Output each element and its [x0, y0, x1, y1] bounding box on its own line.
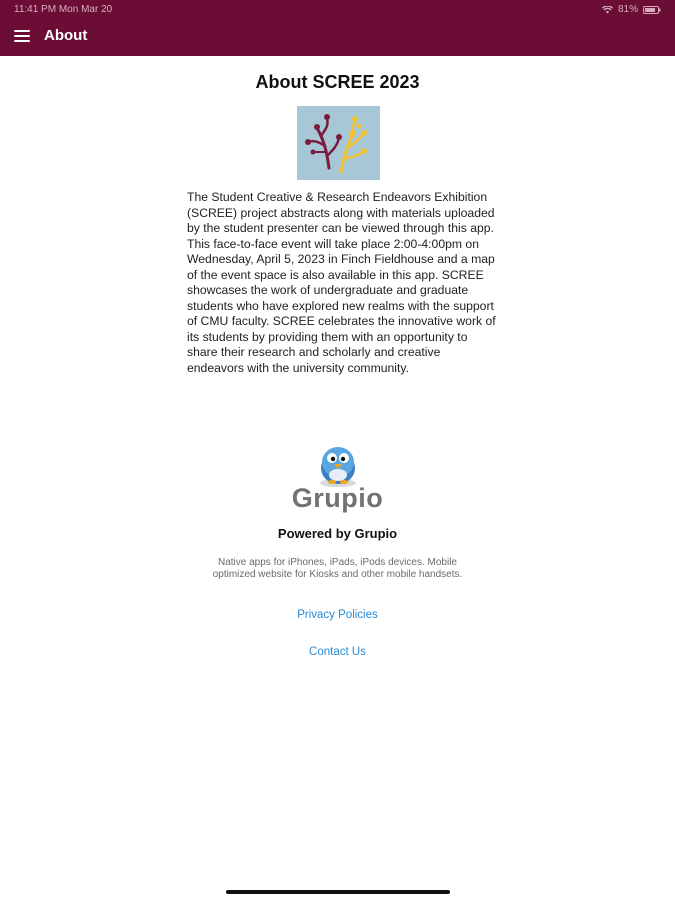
wifi-icon — [602, 6, 613, 14]
status-time: 11:41 PM — [14, 4, 57, 15]
grupio-mascot — [310, 438, 366, 488]
nav-title: About — [44, 27, 88, 44]
grupio-description: Native apps for iPhones, iPads, iPods devices. Mobile optimized website for Kiosks and other mobile handsets. — [212, 557, 463, 580]
battery-percent: 81% — [617, 4, 638, 15]
app-header — [0, 0, 675, 56]
status-time-date — [14, 4, 112, 15]
home-indicator[interactable] — [226, 890, 450, 894]
powered-by-label: Powered by Grupio — [277, 526, 398, 541]
battery-icon — [643, 6, 661, 14]
grupio-wordmark: Grupio — [291, 483, 384, 513]
menu-icon — [14, 30, 30, 32]
status-date: Mon Mar 20 — [58, 4, 113, 15]
menu-icon-bar — [14, 35, 30, 37]
menu-button[interactable] — [10, 26, 34, 46]
page-title: About SCREE 2023 — [255, 72, 420, 92]
menu-icon-bar — [14, 40, 30, 42]
status-bar — [0, 0, 675, 18]
contact-us-link[interactable]: Contact Us — [309, 646, 366, 658]
privacy-policies-link[interactable]: Privacy Policies — [297, 609, 378, 621]
scree-logo — [297, 106, 380, 180]
status-indicators — [602, 4, 661, 15]
about-description: The Student Creative & Research Endeavors Exhibition (SCREE) project abstracts along with materials uploaded by the student presenter can be viewed through this app. This face-to-face event will take place 2:00-4:00pm on Wednesday, April 5, 2023 in Finch Fieldhouse and a map of the event space is also available in this app. SCREE showcases the work of undergraduate and graduate students who have explored new realms with the support of CMU faculty. SCREE celebrates the innovative work of its students by providing them with an opportunity to share their research and scholarly and creative endeavors with the university community. — [187, 190, 496, 375]
